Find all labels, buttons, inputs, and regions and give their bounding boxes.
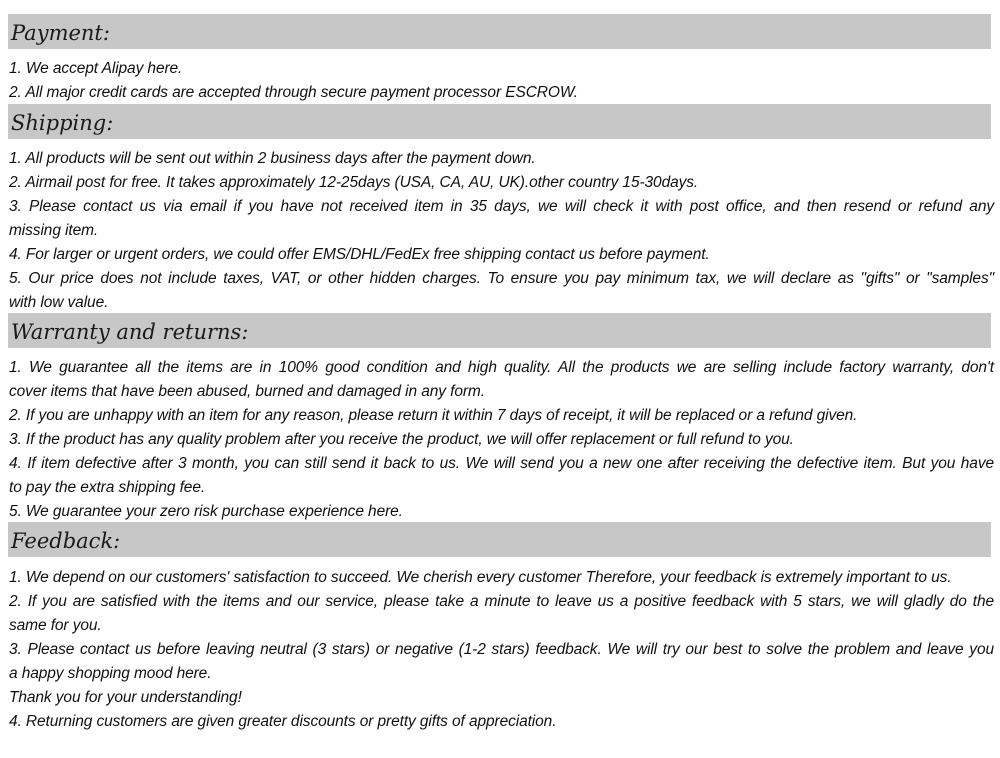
- feedback-line: 3. Please contact us before leaving neutral (3 stars) or negative (1-2 stars) feedback. We will try our best to solve the problem and leave you: [9, 641, 994, 658]
- shipping-heading: Shipping:: [11, 111, 114, 135]
- payment-heading: Payment:: [11, 21, 110, 45]
- payment-section-header: [8, 14, 991, 49]
- warranty-heading: Warranty and returns:: [11, 320, 249, 344]
- shipping-line: with low value.: [9, 294, 109, 311]
- warranty-section-header: [8, 313, 991, 348]
- feedback-line: a happy shopping mood here.: [9, 665, 212, 682]
- shipping-line: missing item.: [9, 222, 99, 239]
- warranty-line: 4. If item defective after 3 month, you can still send it back to us. We will send you a new one after receiving the defective item. But you have: [9, 455, 994, 472]
- payment-line: 2. All major credit cards are accepted through secure payment processor ESCROW.: [9, 84, 578, 101]
- feedback-line: same for you.: [9, 617, 102, 634]
- feedback-line: 1. We depend on our customers' satisfaction to succeed. We cherish every customer Therefore, your feedback is extremely important to us.: [9, 569, 952, 586]
- feedback-line: 4. Returning customers are given greater discounts or pretty gifts of appreciation.: [9, 713, 557, 730]
- warranty-line: 3. If the product has any quality problem after you receive the product, we will offer replacement or full refund to you.: [9, 431, 794, 448]
- feedback-heading: Feedback:: [11, 529, 121, 553]
- feedback-line: 2. If you are satisfied with the items and our service, please take a minute to leave us a positive feedback with 5 stars, we will gladly do the: [9, 593, 994, 610]
- shipping-line: 4. For larger or urgent orders, we could offer EMS/DHL/FedEx free shipping contact us before payment.: [9, 246, 710, 263]
- warranty-line: cover items that have been abused, burned and damaged in any form.: [9, 383, 485, 400]
- shipping-line: 3. Please contact us via email if you have not received item in 35 days, we will check it with post office, and then resend or refund any: [9, 198, 994, 215]
- shipping-line: 2. Airmail post for free. It takes approximately 12-25days (USA, CA, AU, UK).other country 15-30days.: [9, 174, 699, 191]
- warranty-line: to pay the extra shipping fee.: [9, 479, 206, 496]
- shipping-line: 5. Our price does not include taxes, VAT, or other hidden charges. To ensure you pay minimum tax, we will declare as "gifts" or "samples": [9, 270, 994, 287]
- warranty-line: 2. If you are unhappy with an item for any reason, please return it within 7 days of receipt, it will be replaced or a refund given.: [9, 407, 858, 424]
- shipping-section-header: [8, 104, 991, 139]
- warranty-line: 1. We guarantee all the items are in 100% good condition and high quality. All the products we are selling include factory warranty, don't: [9, 359, 994, 376]
- feedback-section-header: [8, 522, 991, 557]
- payment-line: 1. We accept Alipay here.: [9, 60, 183, 77]
- warranty-line: 5. We guarantee your zero risk purchase experience here.: [9, 503, 403, 520]
- feedback-line: Thank you for your understanding!: [9, 689, 242, 706]
- shipping-line: 1. All products will be sent out within 2 business days after the payment down.: [9, 150, 536, 167]
